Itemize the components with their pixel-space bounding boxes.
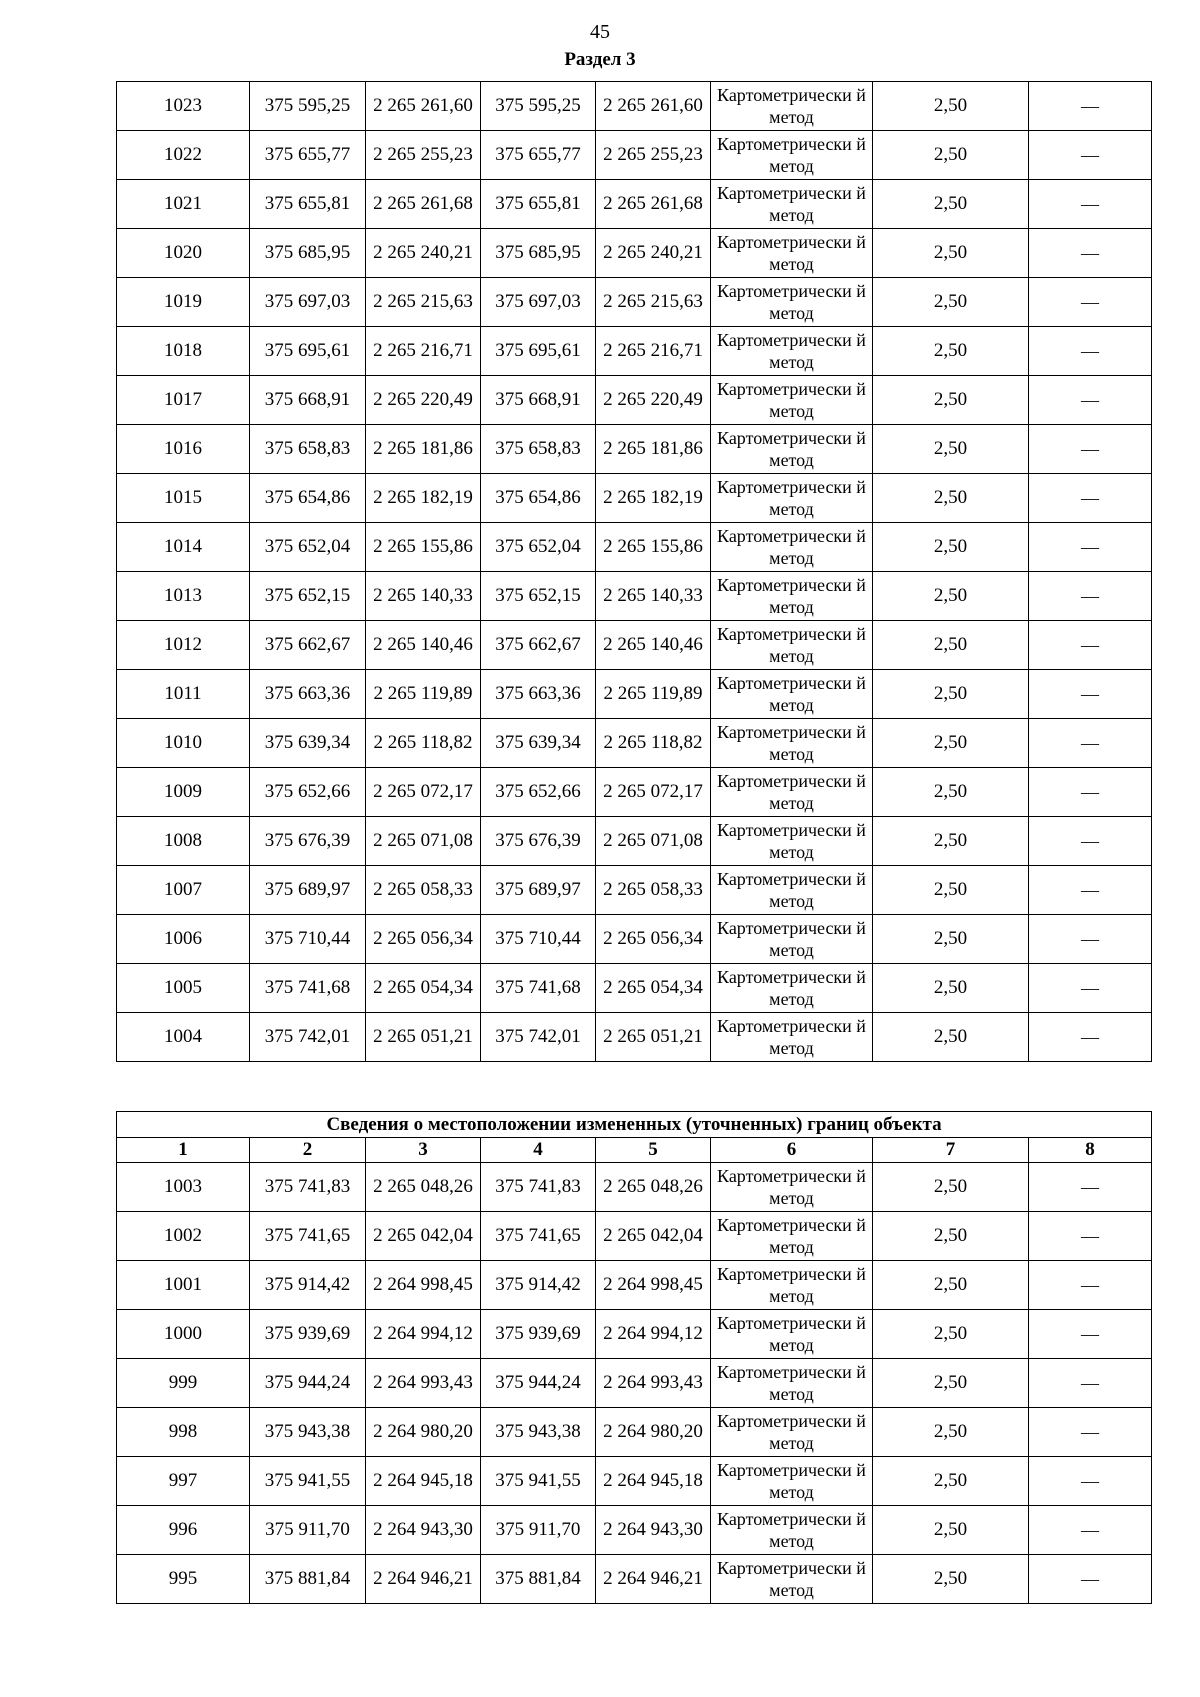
table-row xyxy=(117,376,1152,425)
table-row xyxy=(117,82,1152,131)
y-new-cell: 2 264 946,21 xyxy=(596,1555,711,1604)
point-number-cell: 1017 xyxy=(117,376,250,425)
point-number-cell: 1006 xyxy=(117,915,250,964)
method-cell: Картометрически й метод xyxy=(711,1163,873,1212)
x-new-cell: 375 655,77 xyxy=(481,131,596,180)
method-cell: Картометрически й метод xyxy=(711,523,873,572)
accuracy-cell: 2,50 xyxy=(873,1310,1029,1359)
x-new-cell: 375 652,15 xyxy=(481,572,596,621)
description-cell: — xyxy=(1029,229,1152,278)
y-new-cell: 2 265 261,60 xyxy=(596,82,711,131)
table-row xyxy=(117,1013,1152,1062)
point-number-cell: 1000 xyxy=(117,1310,250,1359)
point-number-cell: 998 xyxy=(117,1408,250,1457)
table-row xyxy=(117,425,1152,474)
description-cell: — xyxy=(1029,621,1152,670)
table-row xyxy=(117,915,1152,964)
table-caption-row xyxy=(117,1112,1152,1138)
description-cell: — xyxy=(1029,376,1152,425)
accuracy-cell: 2,50 xyxy=(873,1408,1029,1457)
y-old-cell: 2 265 058,33 xyxy=(366,866,481,915)
description-cell: — xyxy=(1029,131,1152,180)
method-cell: Картометрически й метод xyxy=(711,866,873,915)
point-number-cell: 1008 xyxy=(117,817,250,866)
y-new-cell: 2 264 998,45 xyxy=(596,1261,711,1310)
method-cell: Картометрически й метод xyxy=(711,915,873,964)
y-new-cell: 2 265 140,46 xyxy=(596,621,711,670)
y-new-cell: 2 265 140,33 xyxy=(596,572,711,621)
x-new-cell: 375 914,42 xyxy=(481,1261,596,1310)
method-cell: Картометрически й метод xyxy=(711,1261,873,1310)
method-cell: Картометрически й метод xyxy=(711,180,873,229)
y-new-cell: 2 265 072,17 xyxy=(596,768,711,817)
y-old-cell: 2 265 051,21 xyxy=(366,1013,481,1062)
point-number-cell: 1004 xyxy=(117,1013,250,1062)
point-number-cell: 1013 xyxy=(117,572,250,621)
accuracy-cell: 2,50 xyxy=(873,1212,1029,1261)
point-number-cell: 1009 xyxy=(117,768,250,817)
y-new-cell: 2 265 155,86 xyxy=(596,523,711,572)
x-old-cell: 375 652,04 xyxy=(250,523,366,572)
y-old-cell: 2 264 980,20 xyxy=(366,1408,481,1457)
y-new-cell: 2 264 945,18 xyxy=(596,1457,711,1506)
x-old-cell: 375 639,34 xyxy=(250,719,366,768)
table-row xyxy=(117,1359,1152,1408)
column-header: 5 xyxy=(596,1138,711,1163)
y-new-cell: 2 265 182,19 xyxy=(596,474,711,523)
x-old-cell: 375 710,44 xyxy=(250,915,366,964)
description-cell: — xyxy=(1029,1261,1152,1310)
description-cell: — xyxy=(1029,474,1152,523)
method-cell: Картометрически й метод xyxy=(711,572,873,621)
y-old-cell: 2 265 215,63 xyxy=(366,278,481,327)
table-row xyxy=(117,866,1152,915)
method-cell: Картометрически й метод xyxy=(711,1457,873,1506)
y-new-cell: 2 265 056,34 xyxy=(596,915,711,964)
accuracy-cell: 2,50 xyxy=(873,376,1029,425)
y-old-cell: 2 265 220,49 xyxy=(366,376,481,425)
y-new-cell: 2 265 216,71 xyxy=(596,327,711,376)
x-old-cell: 375 676,39 xyxy=(250,817,366,866)
method-cell: Картометрически й метод xyxy=(711,425,873,474)
x-new-cell: 375 741,65 xyxy=(481,1212,596,1261)
table-row xyxy=(117,817,1152,866)
accuracy-cell: 2,50 xyxy=(873,670,1029,719)
table-row xyxy=(117,1261,1152,1310)
description-cell: — xyxy=(1029,327,1152,376)
description-cell: — xyxy=(1029,572,1152,621)
y-old-cell: 2 265 155,86 xyxy=(366,523,481,572)
x-old-cell: 375 741,83 xyxy=(250,1163,366,1212)
description-cell: — xyxy=(1029,1555,1152,1604)
x-old-cell: 375 595,25 xyxy=(250,82,366,131)
column-header: 7 xyxy=(873,1138,1029,1163)
description-cell: — xyxy=(1029,278,1152,327)
accuracy-cell: 2,50 xyxy=(873,1261,1029,1310)
x-new-cell: 375 944,24 xyxy=(481,1359,596,1408)
method-cell: Картометрически й метод xyxy=(711,621,873,670)
accuracy-cell: 2,50 xyxy=(873,1013,1029,1062)
accuracy-cell: 2,50 xyxy=(873,1359,1029,1408)
y-old-cell: 2 264 998,45 xyxy=(366,1261,481,1310)
method-cell: Картометрически й метод xyxy=(711,1310,873,1359)
table-row xyxy=(117,1408,1152,1457)
description-cell: — xyxy=(1029,964,1152,1013)
accuracy-cell: 2,50 xyxy=(873,1457,1029,1506)
column-header: 3 xyxy=(366,1138,481,1163)
x-new-cell: 375 658,83 xyxy=(481,425,596,474)
y-new-cell: 2 265 240,21 xyxy=(596,229,711,278)
table-header-row xyxy=(117,1138,1152,1163)
y-new-cell: 2 265 220,49 xyxy=(596,376,711,425)
table-row xyxy=(117,964,1152,1013)
y-old-cell: 2 265 240,21 xyxy=(366,229,481,278)
y-new-cell: 2 264 943,30 xyxy=(596,1506,711,1555)
y-old-cell: 2 265 048,26 xyxy=(366,1163,481,1212)
y-old-cell: 2 264 945,18 xyxy=(366,1457,481,1506)
x-new-cell: 375 652,66 xyxy=(481,768,596,817)
table-row xyxy=(117,1163,1152,1212)
method-cell: Картометрически й метод xyxy=(711,131,873,180)
x-new-cell: 375 663,36 xyxy=(481,670,596,719)
x-new-cell: 375 595,25 xyxy=(481,82,596,131)
point-number-cell: 1019 xyxy=(117,278,250,327)
table-row xyxy=(117,229,1152,278)
description-cell: — xyxy=(1029,719,1152,768)
table-row xyxy=(117,474,1152,523)
point-number-cell: 1010 xyxy=(117,719,250,768)
y-old-cell: 2 264 993,43 xyxy=(366,1359,481,1408)
y-new-cell: 2 265 215,63 xyxy=(596,278,711,327)
accuracy-cell: 2,50 xyxy=(873,866,1029,915)
method-cell: Картометрически й метод xyxy=(711,817,873,866)
accuracy-cell: 2,50 xyxy=(873,719,1029,768)
y-new-cell: 2 265 261,68 xyxy=(596,180,711,229)
coordinates-table-2-body xyxy=(117,1112,1152,1604)
page-number: 45 xyxy=(590,21,610,43)
description-cell: — xyxy=(1029,817,1152,866)
x-new-cell: 375 689,97 xyxy=(481,866,596,915)
point-number-cell: 1020 xyxy=(117,229,250,278)
x-old-cell: 375 668,91 xyxy=(250,376,366,425)
y-old-cell: 2 264 994,12 xyxy=(366,1310,481,1359)
y-old-cell: 2 265 072,17 xyxy=(366,768,481,817)
description-cell: — xyxy=(1029,1163,1152,1212)
x-old-cell: 375 652,66 xyxy=(250,768,366,817)
method-cell: Картометрически й метод xyxy=(711,964,873,1013)
y-old-cell: 2 265 042,04 xyxy=(366,1212,481,1261)
accuracy-cell: 2,50 xyxy=(873,82,1029,131)
column-header: 1 xyxy=(117,1138,250,1163)
point-number-cell: 1023 xyxy=(117,82,250,131)
coordinates-table-2 xyxy=(116,1111,1152,1604)
description-cell: — xyxy=(1029,866,1152,915)
method-cell: Картометрически й метод xyxy=(711,278,873,327)
table-row xyxy=(117,1506,1152,1555)
y-old-cell: 2 265 140,46 xyxy=(366,621,481,670)
x-new-cell: 375 695,61 xyxy=(481,327,596,376)
table-row xyxy=(117,523,1152,572)
y-old-cell: 2 265 056,34 xyxy=(366,915,481,964)
accuracy-cell: 2,50 xyxy=(873,1163,1029,1212)
x-old-cell: 375 941,55 xyxy=(250,1457,366,1506)
table-row xyxy=(117,719,1152,768)
y-new-cell: 2 265 051,21 xyxy=(596,1013,711,1062)
column-header: 6 xyxy=(711,1138,873,1163)
point-number-cell: 995 xyxy=(117,1555,250,1604)
x-old-cell: 375 654,86 xyxy=(250,474,366,523)
y-new-cell: 2 264 993,43 xyxy=(596,1359,711,1408)
x-new-cell: 375 943,38 xyxy=(481,1408,596,1457)
x-old-cell: 375 655,77 xyxy=(250,131,366,180)
point-number-cell: 1015 xyxy=(117,474,250,523)
table-row xyxy=(117,621,1152,670)
point-number-cell: 1002 xyxy=(117,1212,250,1261)
x-old-cell: 375 695,61 xyxy=(250,327,366,376)
table-row xyxy=(117,1555,1152,1604)
table-row xyxy=(117,1457,1152,1506)
y-new-cell: 2 265 054,34 xyxy=(596,964,711,1013)
table-row xyxy=(117,131,1152,180)
x-new-cell: 375 881,84 xyxy=(481,1555,596,1604)
point-number-cell: 999 xyxy=(117,1359,250,1408)
x-old-cell: 375 663,36 xyxy=(250,670,366,719)
point-number-cell: 1005 xyxy=(117,964,250,1013)
point-number-cell: 1021 xyxy=(117,180,250,229)
table-row xyxy=(117,327,1152,376)
description-cell: — xyxy=(1029,1506,1152,1555)
accuracy-cell: 2,50 xyxy=(873,523,1029,572)
description-cell: — xyxy=(1029,1013,1152,1062)
y-old-cell: 2 265 181,86 xyxy=(366,425,481,474)
method-cell: Картометрически й метод xyxy=(711,1408,873,1457)
y-new-cell: 2 265 255,23 xyxy=(596,131,711,180)
x-old-cell: 375 939,69 xyxy=(250,1310,366,1359)
method-cell: Картометрически й метод xyxy=(711,376,873,425)
description-cell: — xyxy=(1029,1212,1152,1261)
accuracy-cell: 2,50 xyxy=(873,915,1029,964)
y-old-cell: 2 265 182,19 xyxy=(366,474,481,523)
x-new-cell: 375 685,95 xyxy=(481,229,596,278)
y-old-cell: 2 265 054,34 xyxy=(366,964,481,1013)
table-row xyxy=(117,670,1152,719)
y-old-cell: 2 264 946,21 xyxy=(366,1555,481,1604)
x-old-cell: 375 944,24 xyxy=(250,1359,366,1408)
x-new-cell: 375 741,68 xyxy=(481,964,596,1013)
y-new-cell: 2 265 118,82 xyxy=(596,719,711,768)
table-row xyxy=(117,1212,1152,1261)
x-new-cell: 375 741,83 xyxy=(481,1163,596,1212)
description-cell: — xyxy=(1029,425,1152,474)
x-new-cell: 375 710,44 xyxy=(481,915,596,964)
y-new-cell: 2 265 071,08 xyxy=(596,817,711,866)
section-title: Раздел 3 xyxy=(564,49,636,70)
x-new-cell: 375 911,70 xyxy=(481,1506,596,1555)
description-cell: — xyxy=(1029,523,1152,572)
y-old-cell: 2 265 261,60 xyxy=(366,82,481,131)
method-cell: Картометрически й метод xyxy=(711,1359,873,1408)
table-row xyxy=(117,180,1152,229)
y-old-cell: 2 265 118,82 xyxy=(366,719,481,768)
x-old-cell: 375 914,42 xyxy=(250,1261,366,1310)
table-caption: Сведения о местоположении измененных (уточненных) границ объекта xyxy=(117,1112,1152,1138)
x-new-cell: 375 662,67 xyxy=(481,621,596,670)
method-cell: Картометрически й метод xyxy=(711,229,873,278)
description-cell: — xyxy=(1029,768,1152,817)
method-cell: Картометрически й метод xyxy=(711,82,873,131)
y-new-cell: 2 265 181,86 xyxy=(596,425,711,474)
method-cell: Картометрически й метод xyxy=(711,719,873,768)
method-cell: Картометрически й метод xyxy=(711,474,873,523)
description-cell: — xyxy=(1029,1359,1152,1408)
accuracy-cell: 2,50 xyxy=(873,327,1029,376)
method-cell: Картометрически й метод xyxy=(711,1555,873,1604)
x-old-cell: 375 655,81 xyxy=(250,180,366,229)
column-header: 2 xyxy=(250,1138,366,1163)
table-row xyxy=(117,278,1152,327)
point-number-cell: 1016 xyxy=(117,425,250,474)
x-old-cell: 375 658,83 xyxy=(250,425,366,474)
accuracy-cell: 2,50 xyxy=(873,131,1029,180)
x-new-cell: 375 939,69 xyxy=(481,1310,596,1359)
method-cell: Картометрически й метод xyxy=(711,670,873,719)
accuracy-cell: 2,50 xyxy=(873,621,1029,670)
x-old-cell: 375 911,70 xyxy=(250,1506,366,1555)
description-cell: — xyxy=(1029,1408,1152,1457)
method-cell: Картометрически й метод xyxy=(711,1212,873,1261)
coordinates-table-1 xyxy=(116,81,1152,1062)
accuracy-cell: 2,50 xyxy=(873,229,1029,278)
point-number-cell: 1007 xyxy=(117,866,250,915)
column-header: 8 xyxy=(1029,1138,1152,1163)
y-new-cell: 2 264 994,12 xyxy=(596,1310,711,1359)
accuracy-cell: 2,50 xyxy=(873,425,1029,474)
y-old-cell: 2 265 255,23 xyxy=(366,131,481,180)
method-cell: Картометрически й метод xyxy=(711,1506,873,1555)
accuracy-cell: 2,50 xyxy=(873,1506,1029,1555)
x-old-cell: 375 741,68 xyxy=(250,964,366,1013)
x-old-cell: 375 662,67 xyxy=(250,621,366,670)
accuracy-cell: 2,50 xyxy=(873,964,1029,1013)
x-old-cell: 375 689,97 xyxy=(250,866,366,915)
table-row xyxy=(117,572,1152,621)
description-cell: — xyxy=(1029,915,1152,964)
point-number-cell: 1011 xyxy=(117,670,250,719)
x-old-cell: 375 742,01 xyxy=(250,1013,366,1062)
y-old-cell: 2 265 261,68 xyxy=(366,180,481,229)
y-new-cell: 2 264 980,20 xyxy=(596,1408,711,1457)
y-old-cell: 2 265 071,08 xyxy=(366,817,481,866)
point-number-cell: 1012 xyxy=(117,621,250,670)
x-new-cell: 375 655,81 xyxy=(481,180,596,229)
y-old-cell: 2 265 119,89 xyxy=(366,670,481,719)
description-cell: — xyxy=(1029,1310,1152,1359)
method-cell: Картометрически й метод xyxy=(711,327,873,376)
coordinates-table-1-body xyxy=(117,82,1152,1062)
description-cell: — xyxy=(1029,82,1152,131)
x-new-cell: 375 697,03 xyxy=(481,278,596,327)
x-new-cell: 375 676,39 xyxy=(481,817,596,866)
x-old-cell: 375 685,95 xyxy=(250,229,366,278)
point-number-cell: 997 xyxy=(117,1457,250,1506)
accuracy-cell: 2,50 xyxy=(873,278,1029,327)
x-new-cell: 375 742,01 xyxy=(481,1013,596,1062)
point-number-cell: 1014 xyxy=(117,523,250,572)
y-old-cell: 2 265 216,71 xyxy=(366,327,481,376)
accuracy-cell: 2,50 xyxy=(873,1555,1029,1604)
x-old-cell: 375 652,15 xyxy=(250,572,366,621)
x-old-cell: 375 697,03 xyxy=(250,278,366,327)
accuracy-cell: 2,50 xyxy=(873,817,1029,866)
y-new-cell: 2 265 058,33 xyxy=(596,866,711,915)
point-number-cell: 1018 xyxy=(117,327,250,376)
accuracy-cell: 2,50 xyxy=(873,768,1029,817)
table-row xyxy=(117,1310,1152,1359)
description-cell: — xyxy=(1029,670,1152,719)
accuracy-cell: 2,50 xyxy=(873,180,1029,229)
description-cell: — xyxy=(1029,180,1152,229)
column-header: 4 xyxy=(481,1138,596,1163)
x-new-cell: 375 639,34 xyxy=(481,719,596,768)
point-number-cell: 1022 xyxy=(117,131,250,180)
y-new-cell: 2 265 119,89 xyxy=(596,670,711,719)
x-new-cell: 375 941,55 xyxy=(481,1457,596,1506)
x-new-cell: 375 668,91 xyxy=(481,376,596,425)
accuracy-cell: 2,50 xyxy=(873,474,1029,523)
description-cell: — xyxy=(1029,1457,1152,1506)
y-new-cell: 2 265 048,26 xyxy=(596,1163,711,1212)
x-old-cell: 375 741,65 xyxy=(250,1212,366,1261)
point-number-cell: 1001 xyxy=(117,1261,250,1310)
x-new-cell: 375 654,86 xyxy=(481,474,596,523)
point-number-cell: 1003 xyxy=(117,1163,250,1212)
y-new-cell: 2 265 042,04 xyxy=(596,1212,711,1261)
y-old-cell: 2 265 140,33 xyxy=(366,572,481,621)
table-row xyxy=(117,768,1152,817)
x-new-cell: 375 652,04 xyxy=(481,523,596,572)
y-old-cell: 2 264 943,30 xyxy=(366,1506,481,1555)
x-old-cell: 375 943,38 xyxy=(250,1408,366,1457)
method-cell: Картометрически й метод xyxy=(711,1013,873,1062)
x-old-cell: 375 881,84 xyxy=(250,1555,366,1604)
method-cell: Картометрически й метод xyxy=(711,768,873,817)
accuracy-cell: 2,50 xyxy=(873,572,1029,621)
point-number-cell: 996 xyxy=(117,1506,250,1555)
